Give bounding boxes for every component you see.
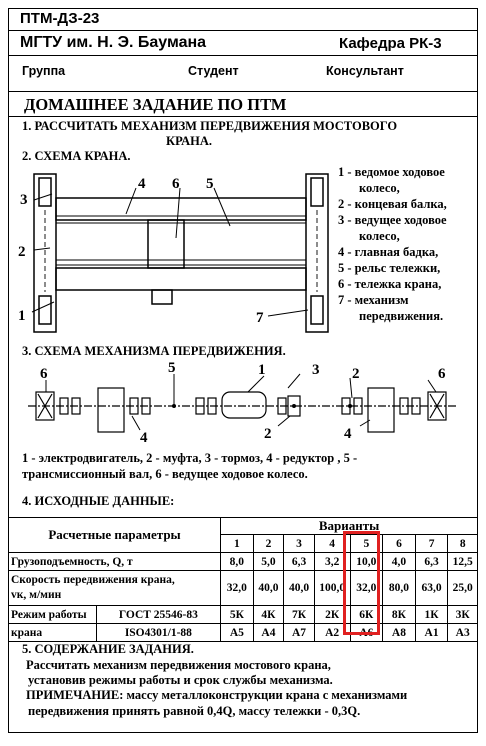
variant-number: 3 (284, 535, 315, 553)
table-cell: 1К (415, 606, 448, 624)
section5-title: 5. СОДЕРЖАНИЕ ЗАДАНИЯ. (22, 642, 194, 656)
main-girder-bottom (56, 268, 306, 290)
variant-number: 7 (415, 535, 448, 553)
crane-legend-line: 3 - ведущее ходовое (338, 213, 447, 227)
table-cell: 32,0 (221, 571, 254, 606)
table-cell: А3 (448, 624, 478, 642)
form-code: ПТМ-ДЗ-23 (20, 10, 100, 27)
divider (8, 30, 478, 31)
table-cell: А4 (253, 624, 284, 642)
crane-legend-line: 1 - ведомое ходовое (338, 165, 445, 179)
section1-line1: 1. РАССЧИТАТЬ МЕХАНИЗМ ПЕРЕДВИЖЕНИЯ МОСТОВОГО (22, 119, 398, 133)
iso-label: ISO4301/1-88 (96, 624, 220, 642)
mechanism-callout: 5 (168, 360, 176, 376)
mechanism-scheme (8, 358, 478, 448)
speed-label (9, 571, 221, 606)
crane-legend-line: 2 - концевая балка, (338, 197, 447, 211)
crane-callout: 6 (172, 176, 180, 192)
table-row (9, 606, 478, 624)
params-header: Расчетные параметры (9, 518, 221, 553)
student-label: Студент (188, 64, 239, 78)
selected-variant-highlight (343, 531, 380, 635)
table-cell: 6,3 (415, 553, 448, 571)
table-cell: 2К (314, 606, 350, 624)
table-cell: 80,0 (383, 571, 416, 606)
mechanism-callout: 2 (264, 426, 272, 442)
table-row (9, 571, 478, 606)
table-row (9, 553, 478, 571)
variant-number: 1 (221, 535, 254, 553)
table-cell: 32,0 (350, 571, 383, 606)
crane-callout: 1 (18, 308, 26, 324)
table-cell: 6К (350, 606, 383, 624)
divider (8, 91, 478, 92)
mechanism-callout: 6 (438, 366, 446, 382)
mode-label: Режим работы (9, 606, 97, 624)
mechanism-callout: 1 (258, 362, 266, 378)
variant-number: 2 (253, 535, 284, 553)
table-cell: 4,0 (383, 553, 416, 571)
table-cell: 63,0 (415, 571, 448, 606)
table-header-row (9, 518, 478, 535)
variants-header: Варианты (221, 518, 478, 535)
trolley (148, 220, 184, 268)
university-name: МГТУ им. Н. Э. Баумана (20, 34, 207, 51)
section3-title: 3. СХЕМА МЕХАНИЗМА ПЕРЕДВИЖЕНИЯ. (22, 344, 286, 358)
variant-number: 8 (448, 535, 478, 553)
table-cell: 4К (253, 606, 284, 624)
section5-line2: установив режимы работы и срок службы механизма. (28, 673, 333, 687)
table-cell: 3,2 (314, 553, 350, 571)
table-cell: 7К (284, 606, 315, 624)
table-cell: 5,0 (253, 553, 284, 571)
wheel-left-bottom (39, 296, 51, 324)
crane-callout: 5 (206, 176, 214, 192)
variant-number: 4 (314, 535, 350, 553)
mechanism-callout: 3 (312, 362, 320, 378)
crane-legend-line: колесо, (359, 229, 400, 243)
trolley-drive (152, 290, 172, 304)
section5-note: ПРИМЕЧАНИЕ: массу металлоконструкции крана с механизмами (26, 688, 408, 702)
mechanism-legend-line2: трансмиссионный вал, 6 - ведущее ходовое колесо. (22, 467, 308, 481)
crane-legend-line: 7 - механизм (338, 293, 409, 307)
table-cell: 5К (221, 606, 254, 624)
table-cell: 40,0 (253, 571, 284, 606)
table-cell: А1 (415, 624, 448, 642)
table-row (9, 624, 478, 642)
gost-label: ГОСТ 25546-83 (96, 606, 220, 624)
crane-legend-line: передвижения. (359, 309, 444, 323)
table-cell: 6,3 (284, 553, 315, 571)
table-cell: А5 (221, 624, 254, 642)
wheel-right-top (311, 178, 323, 206)
crane-callout: 7 (256, 310, 264, 326)
table-cell: А2 (314, 624, 350, 642)
table-cell: 3К (448, 606, 478, 624)
crane-scheme (8, 160, 338, 340)
consultant-label: Консультант (326, 64, 404, 78)
section5-line1: Рассчитать механизм передвижения мостового крана, (26, 658, 331, 672)
crane-legend-line: колесо, (359, 181, 400, 195)
table-cell: 25,0 (448, 571, 478, 606)
table-cell: 100,0 (314, 571, 350, 606)
table-cell: А6 (350, 624, 383, 642)
wheel-left-top (39, 178, 51, 206)
mechanism-callout: 2 (352, 366, 360, 382)
section4-title: 4. ИСХОДНЫЕ ДАННЫЕ: (22, 494, 175, 508)
input-data-table (8, 517, 478, 642)
section5-line4: передвижения принять равной 0,4Q, массу тележки - 0,3Q. (28, 704, 361, 718)
main-girder-top (56, 198, 306, 220)
divider (8, 55, 478, 56)
mechanism-callout: 4 (140, 430, 148, 446)
wheel-right-bottom (311, 296, 323, 324)
table-cell: 8К (383, 606, 416, 624)
crane-legend-line: 4 - главная бадка, (338, 245, 439, 259)
speed-label-line1: Скорость передвижения крана, (11, 574, 175, 586)
department-name: Кафедра РК-3 (339, 35, 442, 52)
group-label: Группа (22, 64, 66, 78)
speed-label-line2: vк, м/мин (11, 589, 62, 601)
crane-callout: 2 (18, 244, 26, 260)
divider (8, 116, 478, 117)
table-cell: 40,0 (284, 571, 315, 606)
table-cell: А8 (383, 624, 416, 642)
crane-callout: 4 (138, 176, 146, 192)
crane-legend-line: 5 - рельс тележки, (338, 261, 441, 275)
page-title: ДОМАШНЕЕ ЗАДАНИЕ ПО ПТМ (24, 95, 287, 114)
table-cell: А7 (284, 624, 315, 642)
crane-legend-line: 6 - тележка крана, (338, 277, 442, 291)
mechanism-callout: 6 (40, 366, 48, 382)
mode-label-crane: крана (9, 624, 97, 642)
mechanism-callout: 4 (344, 426, 352, 442)
table-cell: 12,5 (448, 553, 478, 571)
variant-number: 5 (350, 535, 383, 553)
variant-number: 6 (383, 535, 416, 553)
table-cell: 8,0 (221, 553, 254, 571)
table-cell: 10,0 (350, 553, 383, 571)
crane-callout: 3 (20, 192, 28, 208)
section2-title: 2. СХЕМА КРАНА. (22, 149, 131, 163)
section1-line2: КРАНА. (166, 134, 213, 148)
mechanism-legend-line1: 1 - электродвигатель, 2 - муфта, 3 - тормоз, 4 - редуктор , 5 - (22, 451, 358, 465)
capacity-label: Грузоподъемность, Q, т (9, 553, 221, 571)
